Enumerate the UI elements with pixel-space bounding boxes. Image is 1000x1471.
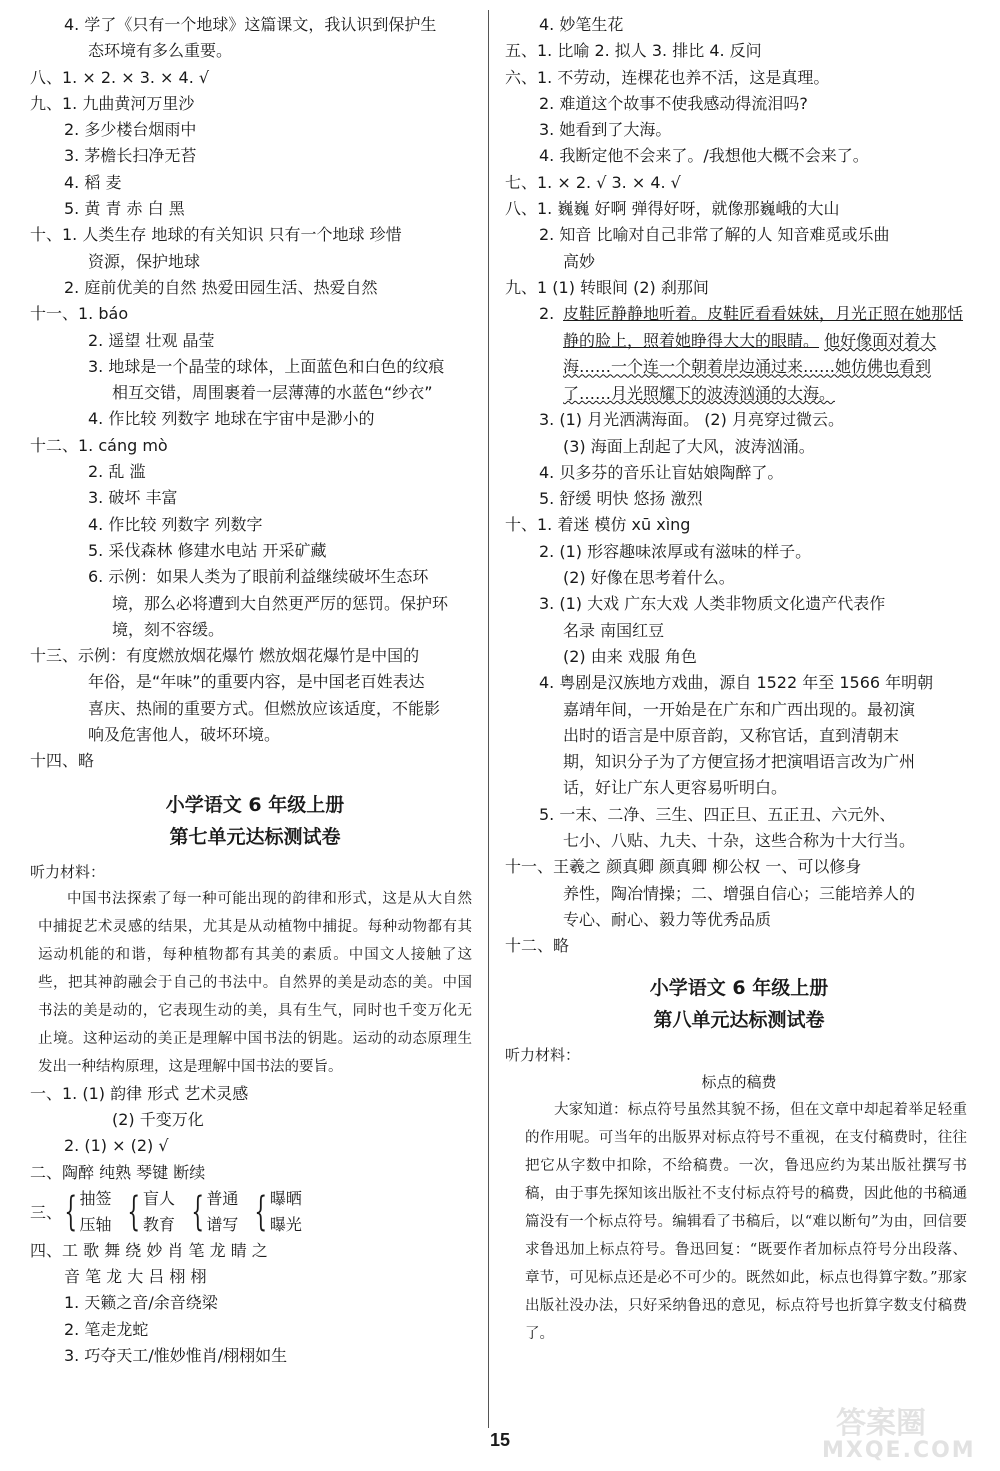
answer-line: 四、工 歌 舞 绕 妙 肖 笔 龙 睛 之 [30, 1240, 268, 1260]
answer-line: (3) 海面上刮起了大风，波涛汹涌。 [563, 436, 815, 456]
answer-line: 2. 笔走龙蛇 [64, 1319, 149, 1339]
answer-line: 期，知识分子为了方便宣扬才把演唱语言改为广州 [563, 752, 916, 772]
answer-line: 6. 示例：如果人类为了眼前利益继续破坏生态环 [88, 567, 429, 587]
answer-line: 2. (1) × (2) √ [64, 1136, 169, 1156]
left-column [30, 12, 480, 1369]
answer-line: 5. 采伐森林 修建水电站 开采矿藏 [88, 540, 327, 560]
underlined-sentence: 皮鞋匠静静地听着。皮鞋匠看看妹妹，月光正照在她那恬静的脸上，照着她睁得大大的眼睛。 [563, 304, 964, 350]
answer-line: 3. 她看到了大海。 [539, 120, 672, 140]
brace-icon: { [191, 1188, 205, 1235]
answer-line: 境，刻不容缓。 [112, 619, 225, 639]
answer-line: 十四、略 [30, 751, 95, 771]
answer-line: (2) 由来 戏服 角色 [563, 646, 697, 666]
answer-nine-2 [505, 301, 973, 407]
answer-line: 5. 舒缓 明快 悠扬 激烈 [539, 489, 703, 509]
listening-label: 听力材料： [30, 862, 106, 881]
answer-line: (2) 好像在思考着什么。 [563, 568, 735, 588]
word: 曝晒 [269, 1188, 302, 1208]
answer-line: 七小、八贴、九夫、十杂，这些合称为十大行当。 [563, 831, 916, 851]
answer-line: 音 笔 龙 大 吕 栩 栩 [64, 1267, 207, 1287]
answer-line: 高妙 [563, 251, 596, 271]
answer-line: 响及危害他人，破坏环境。 [88, 725, 281, 745]
answer-line: 3. (1) 月光洒满海面。 (2) 月亮穿过微云。 [539, 410, 844, 430]
answer-line: 十一、王羲之 颜真卿 颜真卿 柳公权 一、可以修身 [505, 857, 862, 877]
answer-line: 八、1. 巍巍 好啊 弹得好呀，就像那巍峨的大山 [505, 199, 840, 219]
unit-title-grade: 小学语文 6 年级上册 [165, 793, 345, 816]
unit-title-test: 第七单元达标测试卷 [169, 825, 341, 848]
answer-line: 养性，陶冶情操；二、增强自信心；三能培养人的 [563, 883, 916, 903]
answer-line: 4. 作比较 列数字 地球在宇宙中是渺小的 [88, 409, 375, 429]
word: 曝光 [269, 1214, 302, 1234]
answer-line: 2. 庭前优美的自然 热爱田园生活、热爱自然 [64, 277, 378, 297]
answer-line: 境，那么必将遭到大自然更严厉的惩罚。保护环 [112, 593, 449, 613]
word: 普通 [206, 1188, 239, 1208]
listening-title: 标点的稿费 [701, 1072, 777, 1091]
answer-line: 2. 多少楼台烟雨中 [64, 120, 197, 140]
brace-icon: { [254, 1188, 268, 1235]
answer-line: 2. 遥望 壮观 晶莹 [88, 330, 215, 350]
word: 压轴 [79, 1214, 112, 1234]
answer-line: 2. 难道这个故事不使我感动得流泪吗? [539, 93, 808, 113]
answer-line: 一、1. (1) 韵律 形式 艺术灵感 [30, 1083, 249, 1103]
answer-line: 2. (1) 形容趣味浓厚或有滋味的样子。 [539, 541, 812, 561]
answer-line: 七、1. × 2. √ 3. × 4. √ [505, 172, 681, 192]
answer-line: 4. 稻 麦 [64, 172, 122, 192]
answer-line: 3. (1) 大戏 广东大戏 人类非物质文化遗产代表作 [539, 594, 886, 614]
answer-line: 九、1 (1) 转眼间 (2) 刹那间 [505, 277, 709, 297]
word-pair-group [30, 1186, 480, 1238]
answer-line: 专心、耐心、毅力等优秀品质 [563, 909, 772, 929]
answer-line: 2. 知音 比喻对自己非常了解的人 知音难觅或乐曲 [539, 225, 890, 245]
listening-passage: 中国书法探索了每一种可能出现的韵律和形式，这是从大自然中捕捉艺术灵感的结果，尤其是从动植物中捕捉。每种动物都有其运动机能的和谐，每种植物都有其美的素质。中国文人接触了这些，把其神韵融会于自己的书法中。自然界的美是动态的美。中国书法的美是动的，它表现生动的美，具有生气，同时也千变万化无止境。这种运动的美正是理解中国书法的钥匙。运动的动态原理生发出一种结构原理，这是理解中国书法的要旨。 [38, 890, 472, 1075]
answer-line: 五、1. 比喻 2. 拟人 3. 排比 4. 反问 [505, 41, 762, 61]
answer-line: 3. 茅檐长扫净无苔 [64, 146, 197, 166]
answer-line: 九、1. 九曲黄河万里沙 [30, 93, 195, 113]
answer-line: 名录 南国红豆 [563, 620, 665, 640]
answer-line: 4. 妙笔生花 [539, 15, 624, 34]
answer-line: 4. 作比较 列数字 列数字 [88, 514, 263, 534]
right-column [505, 12, 973, 1348]
listening-label: 听力材料： [505, 1045, 581, 1064]
answer-line: 4. 我断定他不会来了。/我想他大概不会来了。 [539, 146, 869, 166]
answer-line: 4. 学了《只有一个地球》这篇课文，我认识到保护生 [64, 15, 437, 34]
answer-line: 4. 粤剧是汉族地方戏曲，源自 1522 年至 1566 年明朝 [539, 673, 934, 693]
item-number: 2. [539, 304, 555, 324]
section-label: 三、 [30, 1203, 63, 1223]
answer-line: (2) 千变万化 [112, 1109, 204, 1129]
answer-line: 4. 贝多芬的音乐让盲姑娘陶醉了。 [539, 462, 784, 482]
answer-line: 十二、略 [505, 936, 570, 956]
word: 盲人 [142, 1188, 175, 1208]
watermark-text: MXQE.COM [822, 1438, 976, 1463]
answer-line: 八、1. × 2. × 3. × 4. √ [30, 67, 210, 87]
answer-line: 十、1. 人类生存 地球的有关知识 只有一个地球 珍惜 [30, 225, 402, 245]
brace-icon: { [64, 1188, 78, 1235]
answer-line: 十、1. 着迷 模仿 xū xìng [505, 515, 691, 535]
word: 教育 [142, 1214, 175, 1234]
answer-line: 十一、1. báo [30, 304, 129, 324]
answer-line: 年俗，是“年味”的重要内容，是中国老百姓表达 [88, 672, 425, 692]
answer-line: 2. 乱 滥 [88, 462, 146, 482]
column-divider [488, 10, 489, 1428]
answer-line: 3. 巧夺天工/惟妙惟肖/栩栩如生 [64, 1345, 288, 1365]
answer-line: 相互交错，周围裹着一层薄薄的水蓝色“纱衣” [112, 383, 433, 403]
answer-line: 话，好让广东人更容易听明白。 [563, 778, 788, 798]
brace-icon: { [127, 1188, 141, 1235]
answer-line: 5. 一末、二净、三生、四正旦、五正丑、六元外、 [539, 804, 896, 824]
unit-title-test: 第八单元达标测试卷 [653, 1008, 825, 1031]
page-number: 15 [489, 1430, 511, 1450]
answer-line: 3. 地球是一个晶莹的球体，上面蓝色和白色的纹痕 [88, 356, 445, 376]
answer-line: 喜庆、热闹的重要方式。但燃放应该适度，不能影 [88, 698, 441, 718]
answer-line: 六、1. 不劳动，连棵花也养不活，这是真理。 [505, 67, 830, 87]
answer-line: 嘉靖年间，一开始是在广东和广西出现的。最初演 [563, 699, 916, 719]
answer-line: 二、陶醉 纯熟 琴键 断续 [30, 1162, 206, 1182]
answer-line: 十三、示例：有度燃放烟花爆竹 燃放烟花爆竹是中国的 [30, 646, 420, 666]
listening-passage: 大家知道：标点符号虽然其貌不扬，但在文章中却起着举足轻重的作用呢。可当年的出版界对标点符号不重视，在支付稿费时，往往把它从字数中扣除，不给稿费。一次，鲁迅应约为某出版社撰写书稿，由于事先探知该出版社不支付标点符号的稿费，因此他的书稿通篇没有一个标点符号。编辑看了书稿后，以“难以断句”为由，回信要求鲁迅加上标点符号。鲁迅回复：“既要作者加标点符号分出段落、章节，可见标点还是必不可少的。既然如此，标点也得算字数。”那家出版社没办法，只好采纳鲁迅的意见，标点符号也折算字数支付稿费了。 [525, 1101, 967, 1342]
word: 谱写 [206, 1214, 239, 1234]
watermark-logo-icon: 答案圈 [836, 1406, 926, 1441]
unit-title-grade: 小学语文 6 年级上册 [649, 976, 829, 999]
word: 抽签 [79, 1188, 112, 1208]
answer-line: 资源，保护地球 [88, 251, 201, 271]
answer-line: 态环境有多么重要。 [88, 41, 233, 61]
wavy-underlined-sentence: 他好像面对着大海……一个连一个朝着岸边涌过来……她仿佛也看到了……月光照耀下的波涛汹涌的大海。 [563, 330, 937, 403]
answer-line: 十二、1. cáng mò [30, 435, 168, 455]
answer-line: 3. 破坏 丰富 [88, 488, 178, 508]
answer-line: 5. 黄 青 赤 白 黑 [64, 199, 185, 219]
answer-line: 1. 天籁之音/余音绕梁 [64, 1293, 218, 1313]
answer-line: 出时的语言是中原音韵，又称官话，直到清朝末 [563, 725, 900, 745]
